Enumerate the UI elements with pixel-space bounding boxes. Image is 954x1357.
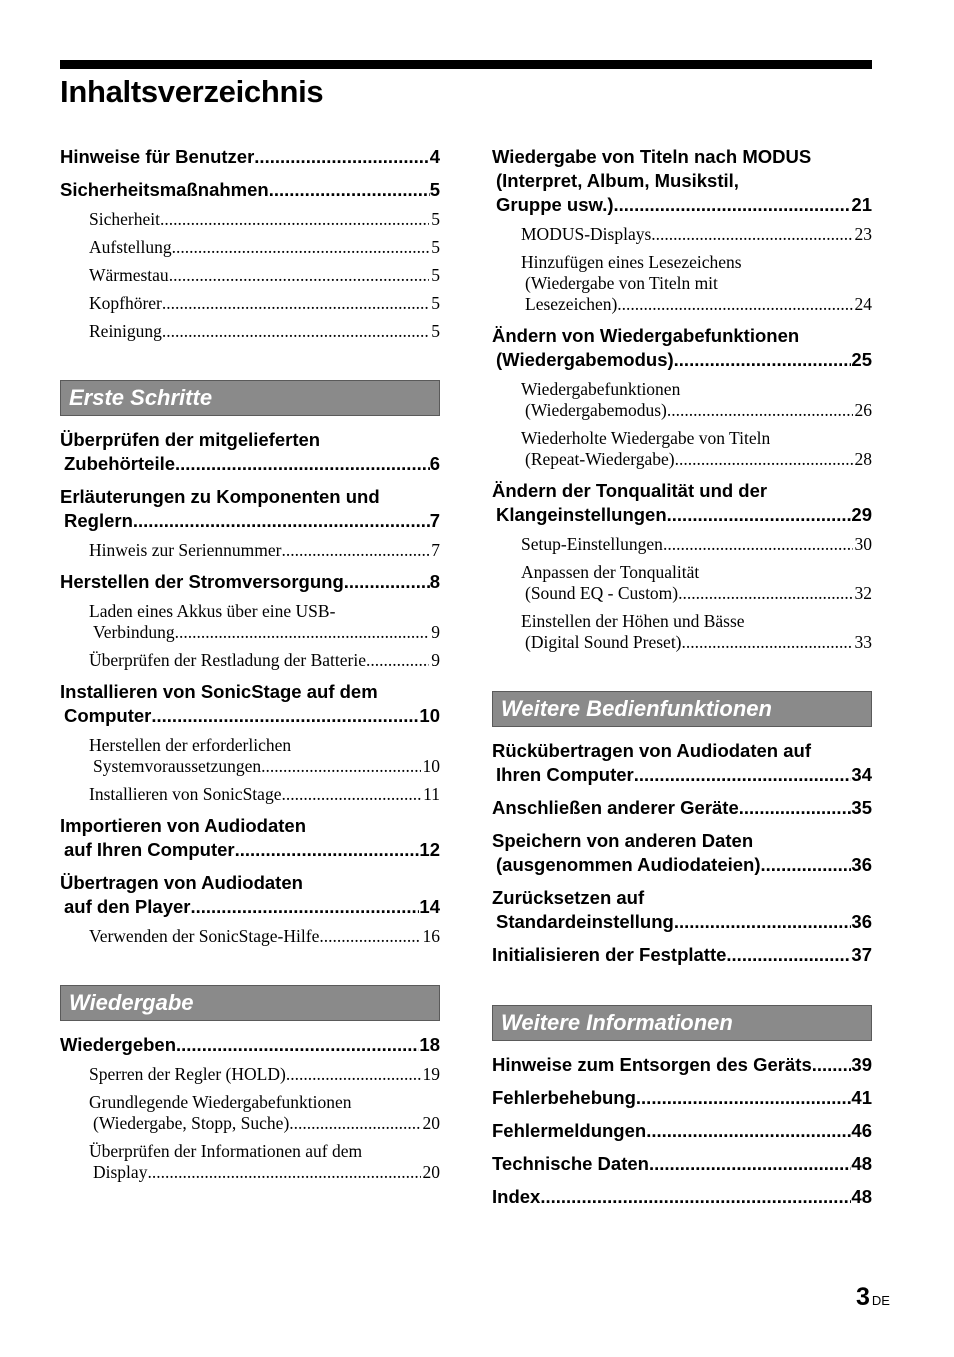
dot-leader xyxy=(614,193,852,217)
toc-entry-line xyxy=(521,534,872,555)
toc-entry-line xyxy=(492,853,872,877)
toc-page-number: 5 xyxy=(431,237,440,257)
dot-leader xyxy=(133,509,430,533)
toc-entry[interactable] xyxy=(492,145,872,217)
toc-entry-text: Fehlermeldungen xyxy=(492,1120,647,1141)
toc-entry[interactable] xyxy=(60,814,440,862)
toc-entry-line xyxy=(492,739,872,763)
dot-leader xyxy=(674,910,852,934)
toc-page-number: 18 xyxy=(419,1034,440,1055)
dot-leader xyxy=(636,1086,852,1110)
header-rule xyxy=(60,60,872,69)
toc-entry-line xyxy=(521,611,872,632)
toc-entry-text: (Sound EQ - Custom) xyxy=(525,583,679,603)
toc-subentry[interactable] xyxy=(492,252,872,315)
toc-entry[interactable] xyxy=(60,570,440,594)
toc-entry-line xyxy=(521,583,872,604)
toc-subentry[interactable] xyxy=(60,650,440,671)
toc-entry-line xyxy=(89,601,440,622)
toc-entry-text: Ändern von Wiedergabefunktionen xyxy=(492,325,800,346)
toc-entry-text: Anpassen der Tonqualität xyxy=(521,562,700,582)
section-header: Weitere Bedienfunktionen xyxy=(492,691,872,727)
toc-page-number: 6 xyxy=(429,453,440,474)
toc-entry-line xyxy=(492,943,872,967)
toc-entry-line xyxy=(89,1141,440,1162)
toc-entry-line xyxy=(89,1113,440,1134)
toc-entry-line xyxy=(89,321,440,342)
toc-page-number: 5 xyxy=(431,209,440,229)
toc-entry-text: Überprüfen der Restladung der Batterie xyxy=(89,650,366,670)
toc-page-number: 35 xyxy=(851,797,872,818)
toc-entry-text: Rückübertragen von Audiodaten auf xyxy=(492,740,811,761)
toc-page-number: 10 xyxy=(419,705,440,726)
toc-entry-text: auf Ihren Computer xyxy=(64,839,235,860)
toc-subentry[interactable] xyxy=(60,540,440,561)
toc-entry-text: Erläuterungen zu Komponenten und xyxy=(60,486,380,507)
toc-page-number: 36 xyxy=(851,911,872,932)
toc-entry-line xyxy=(521,632,872,653)
toc-entry-text: Importieren von Audiodaten xyxy=(60,815,306,836)
dot-leader xyxy=(151,704,419,728)
toc-entry-line xyxy=(492,910,872,934)
toc-entry-text: (Wiedergabemodus) xyxy=(496,349,674,370)
toc-page-number: 21 xyxy=(851,194,872,215)
toc-page-number: 5 xyxy=(431,293,440,313)
toc-entry[interactable] xyxy=(492,479,872,527)
toc-entry-line xyxy=(89,540,440,561)
toc-page-number: 14 xyxy=(419,896,440,917)
toc-page-number: 26 xyxy=(854,400,872,420)
toc-entry-text: Wärmestau xyxy=(89,265,169,285)
toc-entry[interactable] xyxy=(492,829,872,877)
toc-entry-line xyxy=(89,756,440,777)
dot-leader xyxy=(235,838,420,862)
toc-entry-line xyxy=(60,178,440,202)
toc-page-number: 37 xyxy=(851,944,872,965)
toc-subentry[interactable] xyxy=(60,926,440,947)
toc-entry-text: Zurücksetzen auf xyxy=(492,887,645,908)
dot-leader xyxy=(366,650,429,671)
toc-entry-line xyxy=(60,838,440,862)
toc-entry[interactable] xyxy=(60,428,440,476)
toc-entry-text: Anschließen anderer Geräte xyxy=(492,797,739,818)
toc-entry-text: Installieren von SonicStage xyxy=(89,784,282,804)
toc-subentry[interactable] xyxy=(492,379,872,421)
toc-page-number: 11 xyxy=(423,784,440,804)
dot-leader xyxy=(176,1033,419,1057)
toc-entry-text: Aufstellung xyxy=(89,237,172,257)
page-language-code: DE xyxy=(871,1293,890,1308)
section-header: Wiedergabe xyxy=(60,985,440,1021)
toc-entry-text: Zubehörteile xyxy=(64,453,176,474)
toc-subentry[interactable] xyxy=(60,293,440,314)
toc-entry[interactable] xyxy=(60,145,440,169)
toc-page-number: 24 xyxy=(854,294,872,314)
toc-entry-text: Herstellen der Stromversorgung xyxy=(60,571,344,592)
toc-entry-text: Wiedergeben xyxy=(60,1034,176,1055)
toc-entry-text: Überprüfen der mitgelieferten xyxy=(60,429,321,450)
toc-page-number: 46 xyxy=(851,1120,872,1141)
toc-subentry[interactable] xyxy=(492,562,872,604)
toc-subentry[interactable] xyxy=(60,1064,440,1085)
page-title: Inhaltsverzeichnis xyxy=(60,74,324,109)
dot-leader xyxy=(675,449,853,470)
toc-column-left xyxy=(60,145,440,1183)
toc-page-number: 7 xyxy=(429,510,440,531)
toc-entry-line xyxy=(521,449,872,470)
toc-entry-text: Einstellen der Höhen und Bässe xyxy=(521,611,745,631)
dot-leader xyxy=(147,1162,420,1183)
toc-entry-line xyxy=(492,1152,872,1176)
toc-entry-line xyxy=(492,1119,872,1143)
toc-entry-line xyxy=(60,704,440,728)
toc-entry[interactable] xyxy=(492,1086,872,1110)
toc-entry-text: auf den Player xyxy=(64,896,191,917)
toc-entry-line xyxy=(89,1092,440,1113)
toc-entry-text: (ausgenommen Audiodateien) xyxy=(496,854,761,875)
toc-page-number: 20 xyxy=(422,1113,440,1133)
toc-subentry[interactable] xyxy=(60,601,440,643)
dot-leader xyxy=(162,293,429,314)
toc-entry[interactable] xyxy=(492,739,872,787)
toc-entry-text: Hinweise zum Entsorgen des Geräts xyxy=(492,1054,812,1075)
toc-entry-line xyxy=(492,324,872,348)
toc-entry-text: Sperren der Regler (HOLD) xyxy=(89,1064,286,1084)
toc-page-number: 41 xyxy=(851,1087,872,1108)
toc-entry-text: Ändern der Tonqualität und der xyxy=(492,480,768,501)
toc-page-number: 4 xyxy=(429,146,440,167)
toc-entry[interactable] xyxy=(60,680,440,728)
toc-entry-line xyxy=(89,735,440,756)
toc-entry-text: Installieren von SonicStage auf dem xyxy=(60,681,378,702)
toc-entry-text: Technische Daten xyxy=(492,1153,649,1174)
toc-entry-line xyxy=(60,895,440,919)
toc-entry-line xyxy=(89,926,440,947)
toc-subentry[interactable] xyxy=(60,209,440,230)
toc-entry[interactable] xyxy=(492,1119,872,1143)
toc-entry-text: Klangeinstellungen xyxy=(496,504,667,525)
toc-subentry[interactable] xyxy=(60,784,440,805)
dot-leader xyxy=(261,756,420,777)
toc-page-number: 29 xyxy=(851,504,872,525)
dot-leader xyxy=(617,294,852,315)
toc-entry[interactable] xyxy=(492,1152,872,1176)
toc-page-number: 9 xyxy=(431,650,440,670)
dot-leader xyxy=(667,400,853,421)
toc-entry-line xyxy=(60,145,440,169)
toc-page-number: 19 xyxy=(422,1064,440,1084)
toc-entry-line xyxy=(60,509,440,533)
toc-entry-line xyxy=(60,871,440,895)
toc-entry-text: Ihren Computer xyxy=(496,764,634,785)
toc-entry-text: Sicherheitsmaßnahmen xyxy=(60,179,269,200)
dot-leader xyxy=(649,1152,851,1176)
toc-entry-text: Lesezeichen) xyxy=(525,294,618,314)
section-header: Weitere Informationen xyxy=(492,1005,872,1041)
toc-column-right xyxy=(492,145,872,1209)
toc-entry-line xyxy=(521,562,872,583)
toc-entry-text: Wiederholte Wiedergabe von Titeln xyxy=(521,428,771,448)
toc-entry[interactable] xyxy=(492,886,872,934)
toc-entry-text: Übertragen von Audiodaten xyxy=(60,872,303,893)
toc-page-number: 48 xyxy=(851,1153,872,1174)
toc-entry-text: Systemvoraussetzungen xyxy=(93,756,262,776)
toc-entry[interactable] xyxy=(492,1185,872,1209)
toc-page-number: 5 xyxy=(429,179,440,200)
toc-subentry[interactable] xyxy=(60,1092,440,1134)
toc-entry-line xyxy=(89,622,440,643)
toc-entry-line xyxy=(521,400,872,421)
toc-entry-text: Verwenden der SonicStage-Hilfe xyxy=(89,926,320,946)
dot-leader xyxy=(289,1113,420,1134)
toc-page-number: 7 xyxy=(431,540,440,560)
toc-entry-line xyxy=(89,237,440,258)
toc-entry-text: Kopfhörer xyxy=(89,293,162,313)
toc-entry[interactable] xyxy=(60,871,440,919)
toc-entry-line xyxy=(89,293,440,314)
toc-entry-text: Display xyxy=(93,1162,148,1182)
toc-entry-text: Hinzufügen eines Lesezeichens xyxy=(521,252,742,272)
toc-page-number: 25 xyxy=(851,349,872,370)
toc-entry-line xyxy=(492,829,872,853)
toc-entry-line xyxy=(521,252,872,273)
toc-entry-line xyxy=(492,479,872,503)
page-number-value: 3 xyxy=(856,1283,870,1311)
toc-page-number: 34 xyxy=(851,764,872,785)
toc-entry-line xyxy=(89,209,440,230)
toc-entry-line xyxy=(492,503,872,527)
toc-page-number: 10 xyxy=(422,756,440,776)
dot-leader xyxy=(281,540,429,561)
toc-page-number: 30 xyxy=(854,534,872,554)
toc-entry-text: Wiedergabefunktionen xyxy=(521,379,681,399)
toc-entry[interactable] xyxy=(492,1053,872,1077)
toc-page-number: 8 xyxy=(429,571,440,592)
toc-entry-text: Standardeinstellung xyxy=(496,911,674,932)
dot-leader xyxy=(190,895,419,919)
toc-entry-text: Überprüfen der Informationen auf dem xyxy=(89,1141,363,1161)
toc-entry-line xyxy=(492,763,872,787)
dot-leader xyxy=(739,796,852,820)
dot-leader xyxy=(319,926,420,947)
toc-page-number: 39 xyxy=(851,1054,872,1075)
toc-entry-line xyxy=(521,294,872,315)
toc-entry-line xyxy=(60,570,440,594)
toc-entry[interactable] xyxy=(492,796,872,820)
toc-entry-line xyxy=(89,1162,440,1183)
toc-entry-text: Reglern xyxy=(64,510,133,531)
dot-leader xyxy=(812,1053,852,1077)
toc-entry-line xyxy=(492,1185,872,1209)
toc-page-number: 36 xyxy=(851,854,872,875)
toc-entry-line xyxy=(521,428,872,449)
toc-entry-text: (Digital Sound Preset) xyxy=(525,632,682,652)
toc-entry-text: Setup-Einstellungen xyxy=(521,534,663,554)
toc-entry-line xyxy=(89,265,440,286)
toc-entry-line xyxy=(492,169,872,193)
dot-leader xyxy=(172,237,430,258)
page-number xyxy=(856,1283,890,1312)
dot-leader xyxy=(540,1185,851,1209)
dot-leader xyxy=(726,943,851,967)
toc-entry-text: Verbindung xyxy=(93,622,175,642)
toc-subentry[interactable] xyxy=(60,1141,440,1183)
toc-entry-line xyxy=(89,784,440,805)
toc-page-number: 16 xyxy=(422,926,440,946)
dot-leader xyxy=(682,632,853,653)
toc-entry-text: (Wiedergabemodus) xyxy=(525,400,667,420)
toc-entry-text: (Repeat-Wiedergabe) xyxy=(525,449,675,469)
dot-leader xyxy=(646,1119,851,1143)
toc-entry-line xyxy=(492,348,872,372)
dot-leader xyxy=(286,1064,421,1085)
toc-page-number: 48 xyxy=(851,1186,872,1207)
dot-leader xyxy=(667,503,852,527)
toc-page-number: 9 xyxy=(431,622,440,642)
dot-leader xyxy=(162,321,429,342)
dot-leader xyxy=(761,853,852,877)
toc-subentry[interactable] xyxy=(60,321,440,342)
toc-entry-text: MODUS-Displays xyxy=(521,224,652,244)
toc-entry-text: Hinweise für Benutzer xyxy=(60,146,255,167)
toc-entry-text: Speichern von anderen Daten xyxy=(492,830,754,851)
toc-entry-text: Reinigung xyxy=(89,321,162,341)
toc-entry-line xyxy=(60,452,440,476)
dot-leader xyxy=(160,209,429,230)
toc-subentry[interactable] xyxy=(492,224,872,245)
toc-entry-line xyxy=(60,485,440,509)
dot-leader xyxy=(663,534,853,555)
toc-entry-text: Initialisieren der Festplatte xyxy=(492,944,727,965)
toc-subentry[interactable] xyxy=(492,611,872,653)
toc-subentry[interactable] xyxy=(492,428,872,470)
toc-entry-line xyxy=(492,145,872,169)
toc-entry-text: (Wiedergabe, Stopp, Suche) xyxy=(93,1113,290,1133)
toc-subentry[interactable] xyxy=(492,534,872,555)
toc-page-number: 23 xyxy=(854,224,872,244)
dot-leader xyxy=(175,452,430,476)
toc-entry-text: Herstellen der erforderlichen xyxy=(89,735,292,755)
toc-entry-line xyxy=(521,273,872,294)
toc-entry-text: Sicherheit xyxy=(89,209,160,229)
dot-leader xyxy=(344,570,430,594)
toc-page-number: 5 xyxy=(431,321,440,341)
toc-entry-line xyxy=(492,886,872,910)
toc-entry-text: (Interpret, Album, Musikstil, xyxy=(496,170,739,191)
toc-entry-text: (Wiedergabe von Titeln mit xyxy=(525,273,718,293)
toc-entry-line xyxy=(89,1064,440,1085)
dot-leader xyxy=(269,178,430,202)
section-header: Erste Schritte xyxy=(60,380,440,416)
toc-entry-line xyxy=(492,796,872,820)
toc-entry-line xyxy=(60,814,440,838)
toc-page-number: 28 xyxy=(854,449,872,469)
dot-leader xyxy=(651,224,852,245)
toc-entry-line xyxy=(492,1053,872,1077)
toc-entry[interactable] xyxy=(492,324,872,372)
dot-leader xyxy=(678,583,852,604)
toc-entry-line xyxy=(492,193,872,217)
toc-entry-text: Fehlerbehebung xyxy=(492,1087,636,1108)
dot-leader xyxy=(175,622,430,643)
toc-subentry[interactable] xyxy=(60,735,440,777)
toc-entry-text: Gruppe usw.) xyxy=(496,194,614,215)
dot-leader xyxy=(254,145,429,169)
toc-entry-text: Grundlegende Wiedergabefunktionen xyxy=(89,1092,352,1112)
toc-entry-text: Hinweis zur Seriennummer xyxy=(89,540,282,560)
toc-entry-line xyxy=(521,224,872,245)
toc-entry-line xyxy=(492,1086,872,1110)
toc-entry-line xyxy=(60,428,440,452)
toc-page-number: 5 xyxy=(431,265,440,285)
toc-entry-text: Wiedergabe von Titeln nach MODUS xyxy=(492,146,812,167)
toc-entry[interactable] xyxy=(60,1033,440,1057)
toc-entry-text: Laden eines Akkus über eine USB- xyxy=(89,601,336,621)
toc-entry[interactable] xyxy=(60,178,440,202)
toc-entry[interactable] xyxy=(492,943,872,967)
toc-entry-text: Index xyxy=(492,1186,541,1207)
dot-leader xyxy=(169,265,430,286)
dot-leader xyxy=(281,784,421,805)
toc-entry-line xyxy=(60,1033,440,1057)
toc-entry-text: Computer xyxy=(64,705,152,726)
toc-page-number: 20 xyxy=(422,1162,440,1182)
toc-subentry[interactable] xyxy=(60,265,440,286)
dot-leader xyxy=(634,763,852,787)
toc-entry-line xyxy=(60,680,440,704)
toc-subentry[interactable] xyxy=(60,237,440,258)
dot-leader xyxy=(674,348,852,372)
toc-page-number: 12 xyxy=(419,839,440,860)
toc-entry[interactable] xyxy=(60,485,440,533)
toc-entry-line xyxy=(89,650,440,671)
toc-entry-line xyxy=(521,379,872,400)
toc-page-number: 32 xyxy=(854,583,872,603)
toc-page-number: 33 xyxy=(854,632,872,652)
